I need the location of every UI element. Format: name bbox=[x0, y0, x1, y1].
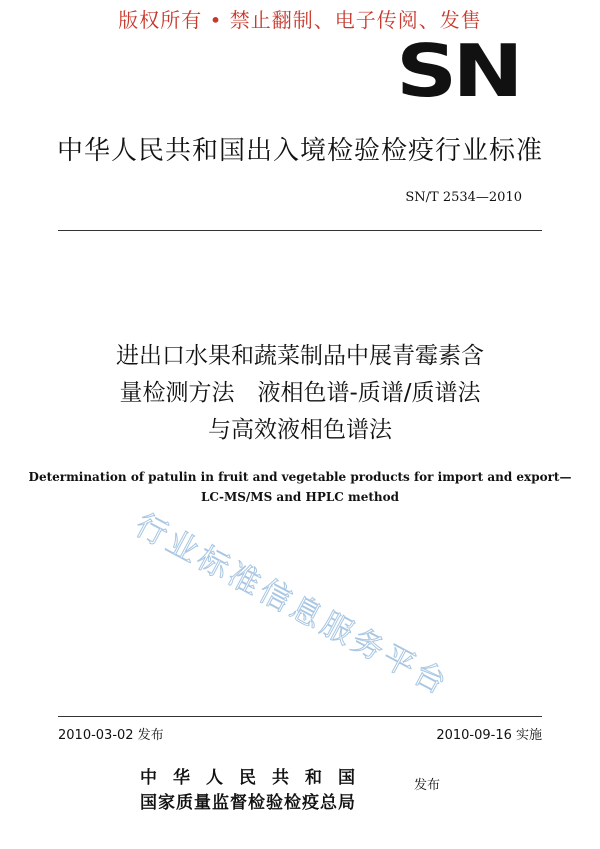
publish-label: 发布 bbox=[414, 778, 441, 793]
standard-code: SN/T 2534—2010 bbox=[405, 190, 522, 205]
publisher-agency: 国家质量监督检验检疫总局 bbox=[140, 793, 356, 813]
publisher bbox=[140, 763, 371, 813]
chinese-title-line: 与高效液相色谱法 bbox=[208, 417, 392, 443]
watermark: 行业标准信息服务平台 bbox=[129, 507, 456, 704]
english-title bbox=[0, 467, 600, 507]
sn-logo: SN bbox=[396, 29, 519, 113]
chinese-title-line: 量检测方法 液相色谱-质谱/质谱法 bbox=[119, 380, 481, 406]
publisher-country: 中华人民共和国 bbox=[140, 768, 371, 788]
chinese-title bbox=[0, 338, 600, 449]
english-title-line: LC-MS/MS and HPLC method bbox=[200, 490, 400, 504]
issue-date: 2010-03-02 发布 bbox=[58, 728, 164, 743]
header-divider bbox=[58, 230, 542, 231]
chinese-title-line: 进出口水果和蔬菜制品中展青霉素含 bbox=[116, 343, 484, 369]
standard-category: 中华人民共和国出入境检验检疫行业标准 bbox=[56, 136, 543, 166]
english-title-line: Determination of patulin in fruit and vegetable products for import and export— bbox=[28, 470, 572, 484]
implementation-date: 2010-09-16 实施 bbox=[436, 728, 542, 743]
copyright-notice: 版权所有 • 禁止翻制、电子传阅、发售 bbox=[118, 8, 482, 32]
footer-divider bbox=[58, 716, 542, 717]
